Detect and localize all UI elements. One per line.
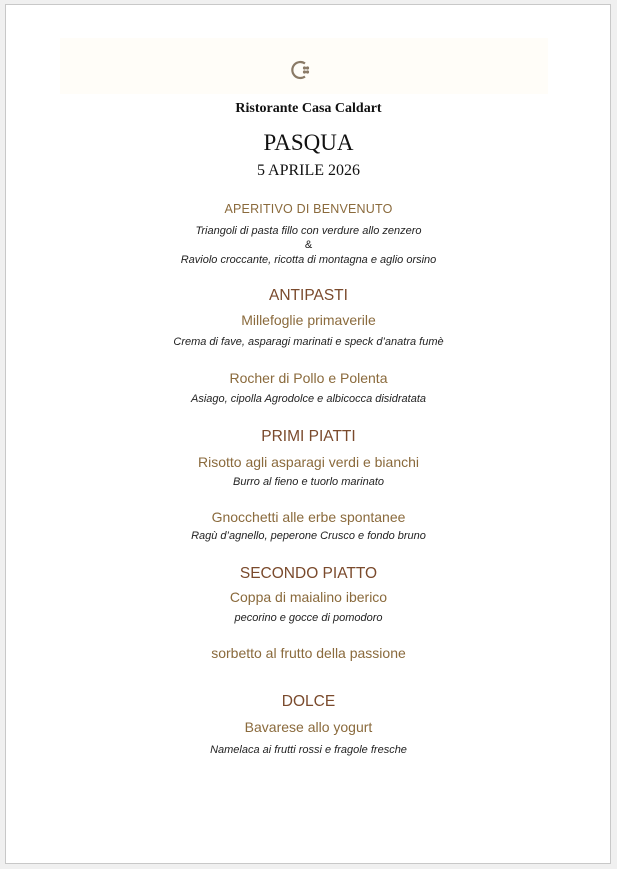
aperitivo-heading: APERITIVO DI BENVENUTO bbox=[224, 202, 393, 216]
aperitivo-line-2: Raviolo croccante, ricotta di montagna e aglio orsino bbox=[180, 254, 437, 266]
aperitivo-line-1: Triangoli di pasta fillo con verdure allo zenzero bbox=[195, 225, 422, 237]
section-secondo: SECONDO PIATTO bbox=[239, 565, 378, 582]
dish-description: pecorino e gocce di pomodoro bbox=[234, 612, 383, 624]
section-antipasti: ANTIPASTI bbox=[269, 287, 348, 304]
dish-description: Asiago, cipolla Agrodolce e albicocca disidratata bbox=[190, 393, 426, 405]
restaurant-name: Ristorante Casa Caldart bbox=[235, 101, 382, 116]
dish-name: Millefoglie primaverile bbox=[241, 312, 376, 328]
cc-monogram-icon bbox=[290, 58, 314, 82]
dish-name: Coppa di maialino iberico bbox=[229, 589, 388, 605]
dish-description: Namelaca ai frutti rossi e fragole fresche bbox=[210, 744, 407, 756]
menu-date: 5 APRILE 2026 bbox=[256, 162, 361, 179]
dish-name: Gnocchetti alle erbe spontanee bbox=[211, 509, 406, 525]
section-primi: PRIMI PIATTI bbox=[261, 428, 356, 445]
menu-title: PASQUA bbox=[263, 130, 354, 155]
dish-description: Crema di fave, asparagi marinati e speck d’anatra fumè bbox=[173, 336, 444, 348]
dish-name: Rocher di Pollo e Polenta bbox=[229, 370, 388, 386]
dish-name: Risotto agli asparagi verdi e bianchi bbox=[197, 454, 419, 470]
dish-name: Bavarese allo yogurt bbox=[244, 719, 373, 735]
section-dolce: DOLCE bbox=[281, 693, 336, 710]
dish-description: Ragù d’agnello, peperone Crusco e fondo bruno bbox=[191, 530, 426, 542]
aperitivo-ampersand: & bbox=[304, 239, 313, 251]
sorbet-course: sorbetto al frutto della passione bbox=[211, 645, 406, 661]
dish-description: Burro al fieno e tuorlo marinato bbox=[232, 476, 385, 488]
